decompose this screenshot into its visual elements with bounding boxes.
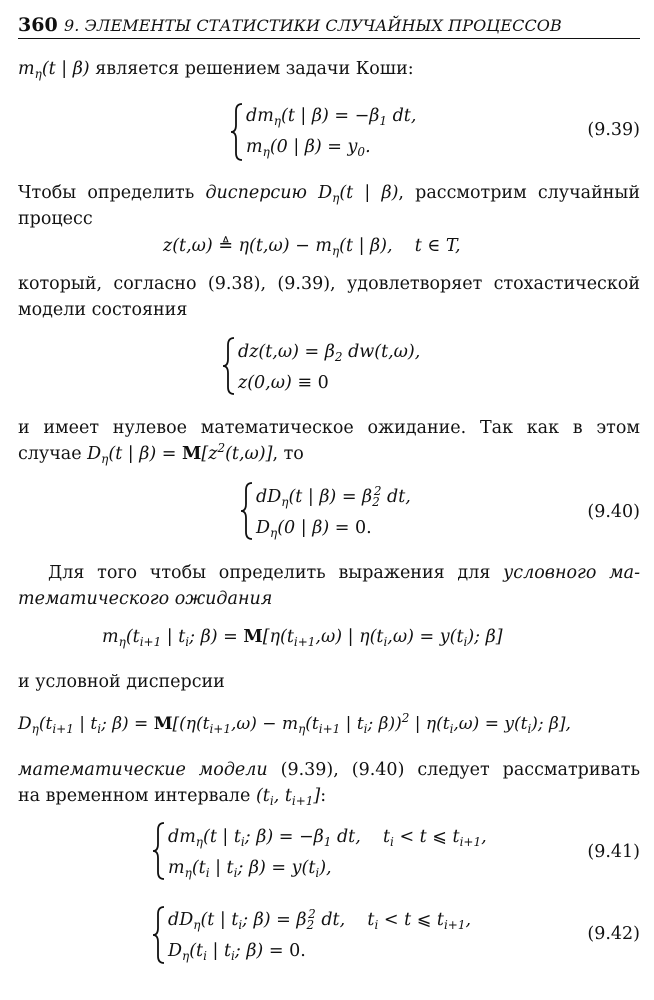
left-brace (230, 103, 244, 161)
text-line-2: Чтобы определить дисперсию $D_\eta(t$ | β), рассмотрим случайный (18, 183, 641, 205)
text-line-7: случае $D_\eta(t$ | $\beta) = M[z^2(t,\omega)]$, то (18, 441, 304, 466)
equation-z-def: z(t,ω) ≜ $\eta(t,\omega) - m_\eta(t$ | β), t ∈ T, (163, 236, 461, 258)
text-line-11: математические модели (9.39), (9.40) следует рассматривать (18, 760, 640, 780)
running-title: 9. ЭЛЕМЕНТЫ СТАТИСТИКИ СЛУЧАЙНЫХ ПРОЦЕССОВ (64, 16, 562, 35)
left-brace (152, 822, 166, 880)
equation-number: (9.42) (587, 924, 640, 944)
left-brace (152, 906, 166, 964)
text-line-4: который, согласно (9.38), (9.39), удовлетворяет стохастической (18, 274, 640, 294)
text-line-8: Для того чтобы определить выражения для условного ма- (48, 563, 640, 583)
equation-number: (9.41) (587, 842, 640, 862)
equation-cond-mean: $m_\eta(t_{i+1}$ | $t_i$; $\beta) = M[\eta(t_{i+1},\omega)$ | $\eta(t_i,\omega) = y(t_i)$; β] (102, 627, 503, 649)
running-header (18, 12, 640, 39)
text-line-10: и условной дисперсии (18, 672, 225, 692)
page-number: 360 (18, 14, 58, 36)
left-brace (222, 337, 236, 395)
equation-cond-variance: $D_\eta(t_{i+1}$ | $t_i$; $\beta) = M[(\eta(t_{i+1},\omega) - m_\eta(t_{i+1}$ | $t_i$; β))$^2$ | $\eta(t_i,\omega) = y(t_i)$; β], (18, 711, 571, 736)
text-line-1: $m_\eta(t$ | β) является решением задачи Коши: (18, 59, 414, 81)
text-line-5: модели состояния (18, 300, 188, 320)
left-brace (240, 482, 254, 540)
text-line-3: процесс (18, 209, 93, 229)
text-line-9: тематического ожидания (18, 589, 273, 609)
equation-number: (9.39) (587, 120, 640, 140)
text-line-12: на временном интервале ($t_i$, $t_{i+1}$]: (18, 786, 327, 808)
equation-number: (9.40) (587, 502, 640, 522)
text-line-6: и имеет нулевое математическое ожидание. Так как в этом (18, 418, 640, 438)
